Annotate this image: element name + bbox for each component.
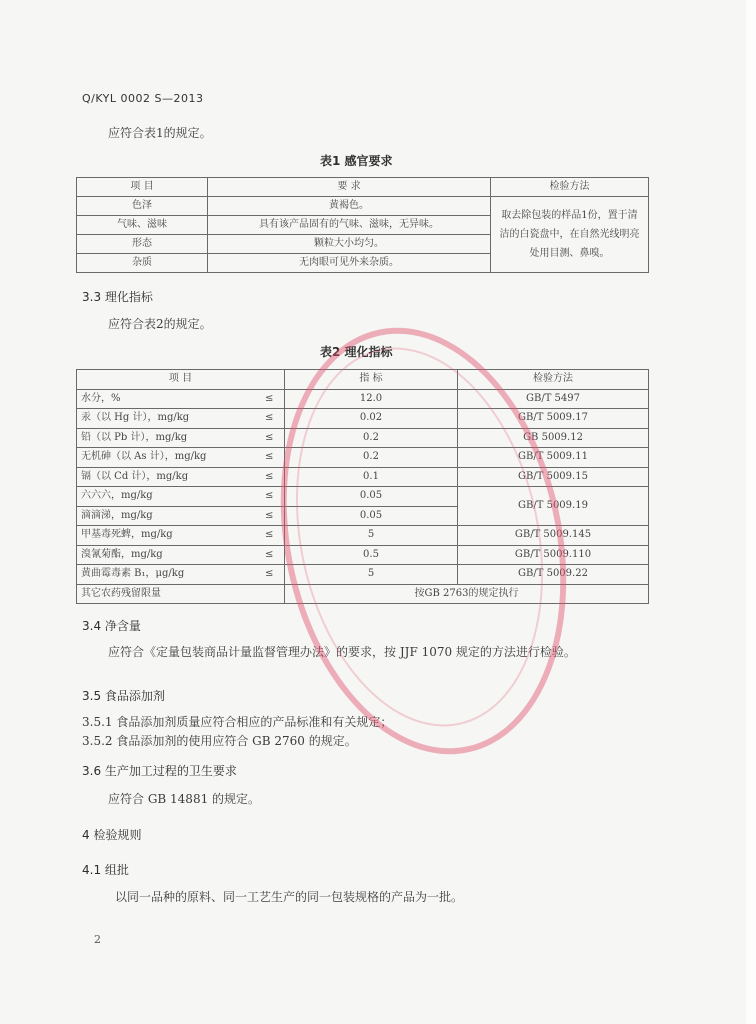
header-cell: 检验方法: [491, 178, 649, 197]
table1-caption: 表1 感官要求: [320, 154, 393, 168]
value-cell: 0.2: [285, 448, 458, 468]
operator-cell: ≤: [255, 389, 285, 409]
operator-cell: ≤: [255, 467, 285, 487]
table-row: [77, 197, 649, 216]
method-cell: GB/T 5009.17: [458, 409, 649, 429]
table-header-row: [77, 178, 649, 197]
method-cell: 取去除包装的样品1份，置于清洁的白瓷盘中，在自然光线明亮处用目测、鼻嗅。: [491, 197, 649, 273]
requirement-cell: 无肉眼可见外来杂质。: [208, 254, 491, 273]
section-3-3-text: 应符合表2的规定。: [108, 317, 212, 331]
value-cell: 5: [285, 526, 458, 546]
standard-code-header: Q/KYL 0002 S—2013: [82, 92, 204, 105]
value-cell: 0.02: [285, 409, 458, 429]
operator-cell: ≤: [255, 565, 285, 585]
page-number: 2: [94, 933, 101, 946]
page-edge: [746, 0, 756, 1024]
operator-cell: ≤: [255, 409, 285, 429]
header-cell: 项 目: [77, 178, 208, 197]
operator-cell: ≤: [255, 428, 285, 448]
value-cell: 5: [285, 565, 458, 585]
operator-cell: ≤: [255, 448, 285, 468]
header-cell: 项 目: [77, 370, 285, 390]
item-cell: 水分，%: [77, 389, 255, 409]
value-cell: 0.05: [285, 506, 458, 526]
section-3-6-text: 应符合 GB 14881 的规定。: [108, 792, 261, 806]
method-cell: GB/T 5009.22: [458, 565, 649, 585]
header-cell: 要 求: [208, 178, 491, 197]
requirement-cell: 具有该产品固有的气味、滋味，无异味。: [208, 216, 491, 235]
operator-cell: ≤: [255, 487, 285, 507]
section-3-5-1-text: 3.5.1 食品添加剂质量应符合相应的产品标准和有关规定；: [82, 715, 393, 729]
item-cell: 色泽: [77, 197, 208, 216]
section-3-5-2-text: 3.5.2 食品添加剂的使用应符合 GB 2760 的规定。: [82, 734, 357, 748]
section-3-3-heading: 3.3 理化指标: [82, 290, 153, 304]
item-cell: 形态: [77, 235, 208, 254]
header-cell: 指 标: [285, 370, 458, 390]
header-cell: 检验方法: [458, 370, 649, 390]
item-cell: 镉（以 Cd 计），mg/kg: [77, 467, 255, 487]
section-3-5-heading: 3.5 食品添加剂: [82, 689, 165, 703]
method-cell: GB/T 5009.19: [458, 487, 649, 526]
item-cell: 溴氰菊酯，mg/kg: [77, 545, 255, 565]
section-4-heading: 4 检验规则: [82, 828, 142, 842]
section-4-1-text: 以同一品种的原料、同一工艺生产的同一包装规格的产品为一批。: [115, 890, 464, 904]
requirement-cell: 黄褐色。: [208, 197, 491, 216]
section-4-1-heading: 4.1 组批: [82, 863, 129, 877]
item-cell: 滴滴涕，mg/kg: [77, 506, 255, 526]
value-cell: 0.2: [285, 428, 458, 448]
value-cell: 0.05: [285, 487, 458, 507]
method-cell: GB/T 5009.15: [458, 467, 649, 487]
operator-cell: ≤: [255, 526, 285, 546]
method-cell: GB/T 5009.145: [458, 526, 649, 546]
section-3-4-heading: 3.4 净含量: [82, 619, 141, 633]
item-cell: 汞（以 Hg 计），mg/kg: [77, 409, 255, 429]
item-cell: 六六六，mg/kg: [77, 487, 255, 507]
operator-cell: ≤: [255, 506, 285, 526]
method-cell: GB/T 5009.110: [458, 545, 649, 565]
method-cell: GB/T 5497: [458, 389, 649, 409]
requirement-cell: 按GB 2763的规定执行: [285, 584, 649, 604]
method-cell: GB 5009.12: [458, 428, 649, 448]
section-3-4-text: 应符合《定量包装商品计量监督管理办法》的要求，按 JJF 1070 规定的方法进行检验。: [108, 645, 576, 659]
table2-caption: 表2 理化指标: [320, 345, 393, 359]
value-cell: 0.1: [285, 467, 458, 487]
value-cell: 0.5: [285, 545, 458, 565]
item-cell: 杂质: [77, 254, 208, 273]
item-cell: 其它农药残留限量: [77, 584, 285, 604]
value-cell: 12.0: [285, 389, 458, 409]
item-cell: 无机砷（以 As 计），mg/kg: [77, 448, 255, 468]
requirement-cell: 颗粒大小均匀。: [208, 235, 491, 254]
item-cell: 甲基毒死蜱，mg/kg: [77, 526, 255, 546]
item-cell: 铅（以 Pb 计），mg/kg: [77, 428, 255, 448]
operator-cell: ≤: [255, 545, 285, 565]
sensory-table: [76, 177, 649, 273]
section-3-6-heading: 3.6 生产加工过程的卫生要求: [82, 764, 237, 778]
intro-line: 应符合表1的规定。: [108, 126, 212, 140]
item-cell: 气味、滋味: [77, 216, 208, 235]
method-cell: GB/T 5009.11: [458, 448, 649, 468]
item-cell: 黄曲霉毒素 B₁，μg/kg: [77, 565, 255, 585]
